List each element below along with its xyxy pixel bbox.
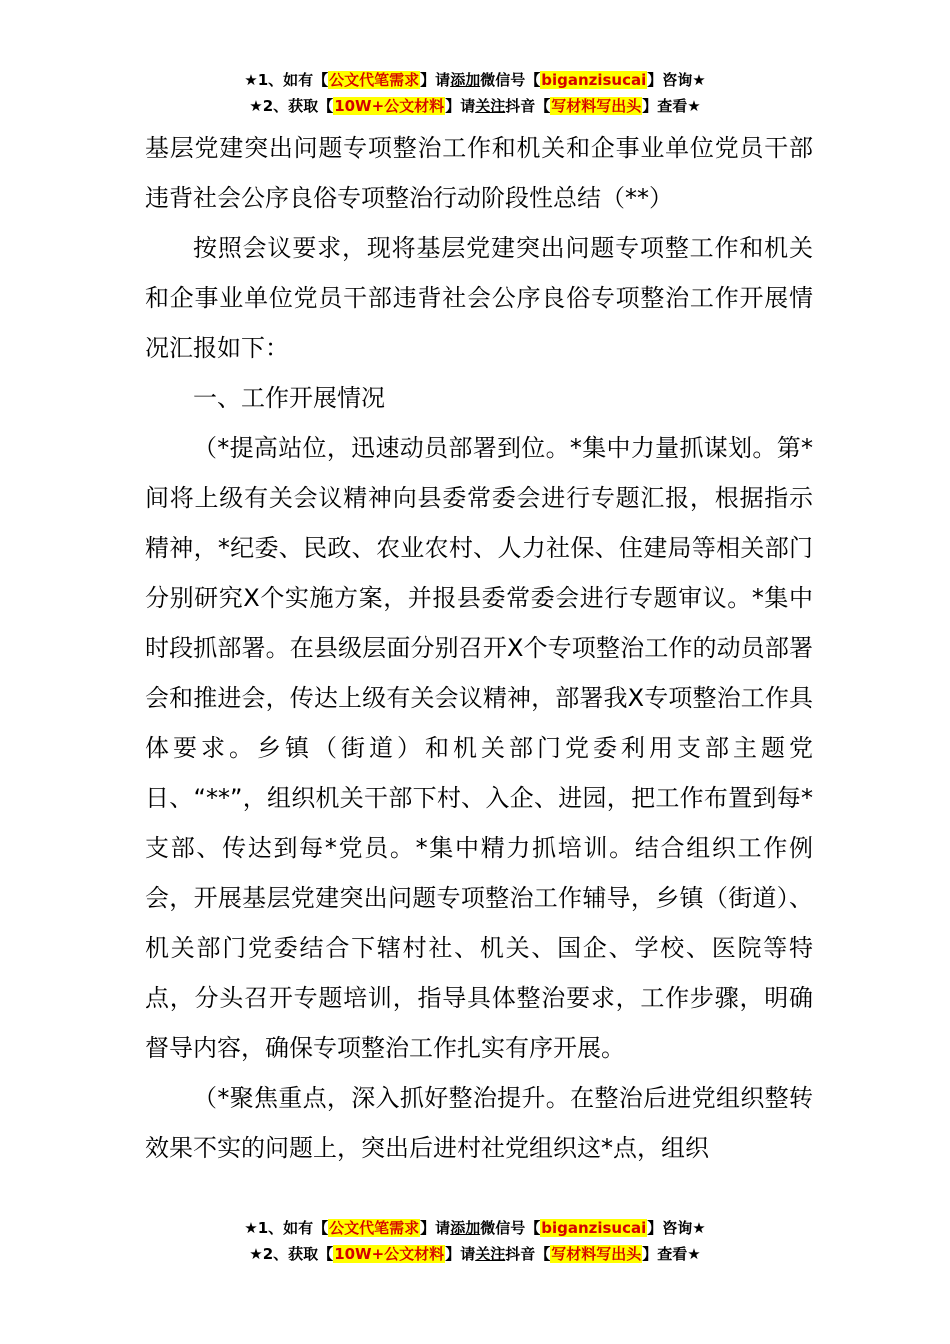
paragraph-1: （*提高站位，迅速动员部署到位。*集中力量抓谋划。第*间将上级有关会议精神向县委常委会进行专题汇报，根据指示精神，*纪委、民政、农业农村、人力社保、住建局等相关部门分别研究X个实施方案，并报县委常委会进行专题审议。*集中时段抓部署。在县级层面分别召开X个专项整治工作的动员部署会和推进会，传达上级有关会议精神，部署我X专项整治工作具体要求。乡镇（街道）和机关部门党委利用支部主题党日、“**”，组织机关干部下村、入企、进园，把工作布置到每*支部、传达到每*党员。*集中精力抓培训。结合组织工作例会，开展基层党建突出问题专项整治工作辅导，乡镇（街道）、机关部门党委结合下辖村社、机关、国企、学校、医院等特点，分头召开专题培训，指导具体整治要求，工作步骤，明确督导内容，确保专项整治工作扎实有序开展。 (145, 434, 813, 1062)
highlight-wechat-id: biganzisucai (541, 1219, 647, 1237)
top-promo-banner (0, 67, 950, 119)
bottom-promo-banner (0, 1215, 950, 1267)
promo-line-2: ★2、获取【10W+公文材料】请关注抖音【写材料写出头】查看★ (249, 97, 701, 115)
intro-paragraph: 按照会议要求，现将基层党建突出问题专项整工作和机关和企事业单位党员干部违背社会公序良俗专项整治工作开展情况汇报如下： (145, 234, 813, 362)
promo-line-1: ★1、如有【公文代笔需求】请添加微信号【biganzisucai】咨询★ (244, 71, 706, 89)
paragraph-2: （*聚焦重点，深入抓好整治提升。在整治后进党组织整转效果不实的问题上，突出后进村社党组织这*点，组织 (145, 1084, 813, 1162)
highlight-materials: 10W+公文材料 (334, 1245, 445, 1263)
section-heading: 一、工作开展情况 (193, 384, 385, 412)
highlight-wechat-id: biganzisucai (541, 71, 647, 89)
highlight-materials: 10W+公文材料 (334, 97, 445, 115)
document-title: 基层党建突出问题专项整治工作和机关和企事业单位党员干部违背社会公序良俗专项整治行动阶段性总结（**） (145, 134, 813, 212)
highlight-service: 公文代笔需求 (329, 1219, 420, 1237)
document-body (145, 123, 813, 1173)
promo-line-2: ★2、获取【10W+公文材料】请关注抖音【写材料写出头】查看★ (249, 1245, 701, 1263)
highlight-douyin: 写材料写出头 (551, 1245, 642, 1263)
highlight-service: 公文代笔需求 (329, 71, 420, 89)
highlight-douyin: 写材料写出头 (551, 97, 642, 115)
promo-line-1: ★1、如有【公文代笔需求】请添加微信号【biganzisucai】咨询★ (244, 1219, 706, 1237)
